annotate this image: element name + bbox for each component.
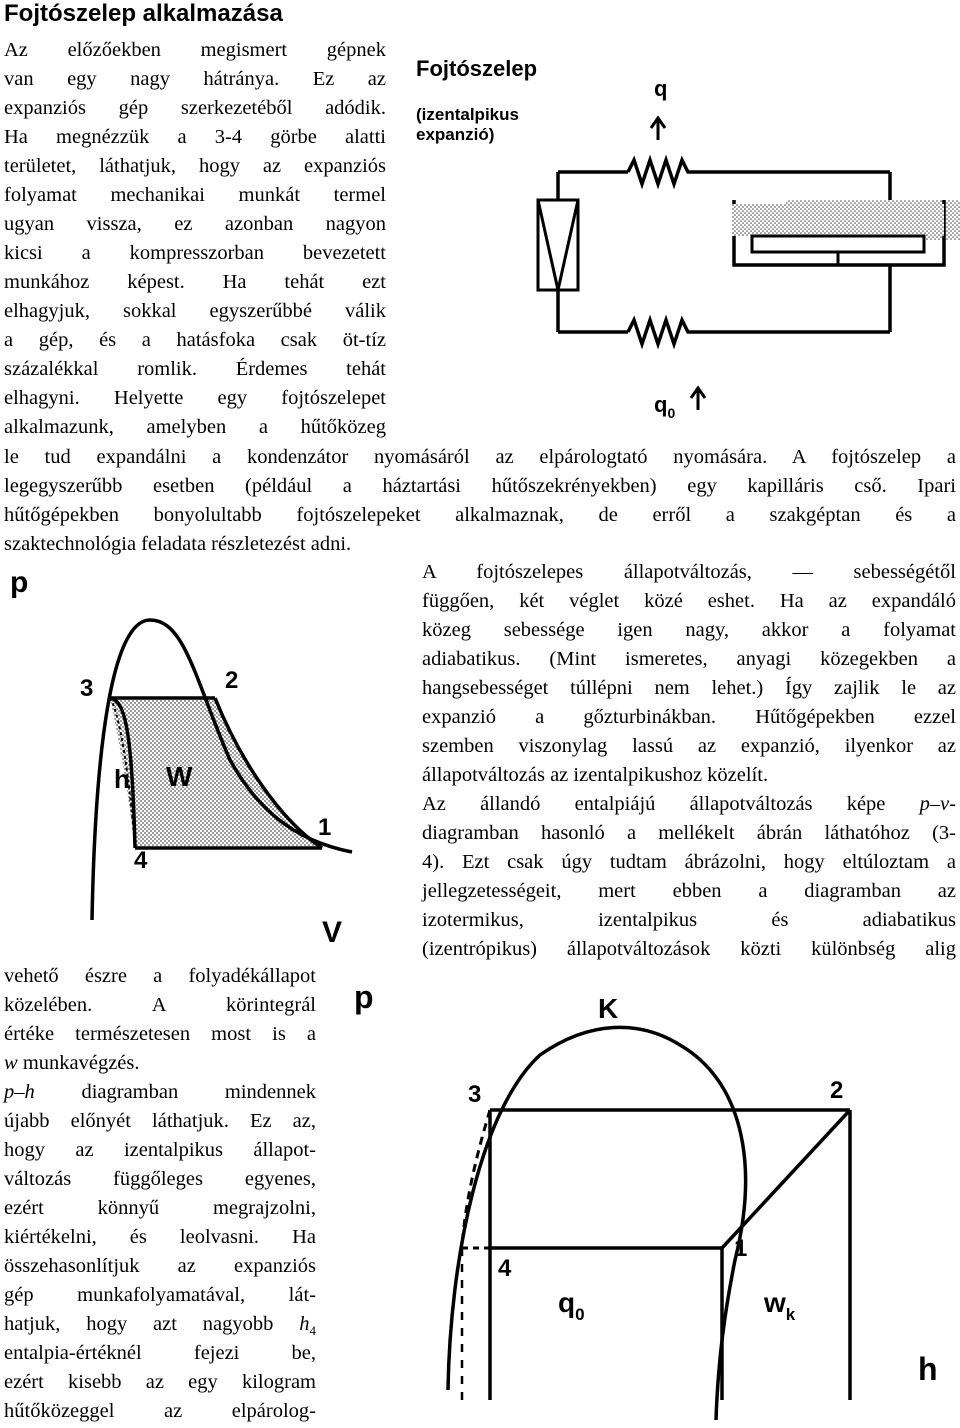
pv-h-label: h <box>114 764 130 794</box>
text-line: p–h diagramban mindennek <box>4 1081 316 1103</box>
text-line: van egy nagy hátránya. Ez az <box>4 68 386 90</box>
pv-point-3: 3 <box>80 675 94 702</box>
full-width-paragraph <box>4 443 956 559</box>
text-line: ezért könnyű megrajzolni, <box>4 1197 316 1219</box>
text-line: közelében. A körintegrál <box>4 994 316 1016</box>
ph-point-4: 4 <box>498 1255 512 1282</box>
text-line: 4). Ezt csak úgy tudtam ábrázolni, hogy eltúloztam a <box>422 851 956 873</box>
text-line: hatjuk, hogy azt nagyobb $h_4$ <box>4 1313 316 1339</box>
text-line: újabb előnyét láthatjuk. Ez az, <box>4 1110 316 1132</box>
text-line: százalékkal romlik. Érdemes tehát <box>4 358 386 380</box>
text-line: legegyszerűbb esetben (például a háztartási hűtőszekrényekben) egy kapilláris cső. Ipari <box>4 475 956 497</box>
pv-point-4: 4 <box>134 847 148 874</box>
cylinder-detail <box>400 40 960 440</box>
left-paragraph <box>4 962 316 1426</box>
text-line: w munkavégzés. <box>4 1052 140 1074</box>
ph-cycle-lines <box>485 1052 488 1412</box>
pv-w-label: W <box>166 761 193 792</box>
ph-wk-label: $w_k$ <box>764 1287 796 1324</box>
text-line: összehasonlítjuk az expanziós <box>4 1255 316 1277</box>
pv-point-2: 2 <box>225 667 239 694</box>
pv-x-axis-label: V <box>322 916 343 949</box>
text-line: elhagyjuk, sokkal egyszerűbbé válik <box>4 300 386 322</box>
ph-point-2: 2 <box>830 1077 844 1104</box>
piston-head <box>752 236 924 252</box>
intro-paragraph <box>4 36 386 442</box>
fig1-title: Fojtószelep <box>416 56 538 81</box>
text-line: Az előzőekben megismert gépnek <box>4 39 386 61</box>
text-line: (izentrópikus) állapotváltozások közti különbség alig <box>422 938 956 960</box>
section-title: Fojtószelep alkalmazása <box>4 0 283 27</box>
cylinder-fluid <box>732 204 944 236</box>
text-line: kiértékelni, és leolvasni. Ha <box>4 1226 316 1248</box>
work-area <box>110 698 322 848</box>
q-label: q <box>654 76 668 101</box>
text-line: hűtőgépekben bonyolultabb fojtószelepeket alkalmaznak, de erről a szakgéptan és a <box>4 504 956 526</box>
text-line: ugyan vissza, ez azonban nagyon <box>4 213 386 235</box>
fig1-subtitle-1: (izentalpikus <box>416 105 519 124</box>
fig1-subtitle-2: expanzió) <box>416 125 495 144</box>
text-line: elhagyni. Helyette egy fojtószelepet <box>4 387 386 409</box>
text-line: le tud expandálni a kondenzátor nyomásáról az elpárologtató nyomására. A fojtószelep a <box>4 446 956 468</box>
right-paragraph <box>422 558 956 964</box>
critical-point-label: K <box>598 993 619 1024</box>
text-line: változás függőleges egyenes, <box>4 1168 316 1190</box>
ph-point-3: 3 <box>468 1081 482 1108</box>
text-line: entalpia-értéknél fejezi be, <box>4 1342 316 1364</box>
pv-point-1: 1 <box>318 814 332 841</box>
text-line: értéke természetesen most is a <box>4 1023 316 1045</box>
text-line: hűtőközeggel az elpárolog- <box>4 1400 316 1422</box>
ph-saturation-dome <box>448 1027 746 1420</box>
text-line: expanziós gép szerkezetéből adódik. <box>4 97 386 119</box>
text-line: folyamat mechanikai munkát termel <box>4 184 386 206</box>
text-line: izotermikus, izentalpikus és adiabatikus <box>422 909 956 931</box>
text-line: munkához képest. Ha tehát ezt <box>4 271 386 293</box>
text-line: expanzió a gőzturbinákban. Hűtőgépekben ezzel <box>422 706 956 728</box>
ph-point-1: 1 <box>734 1235 748 1262</box>
text-line: közeg sebessége igen nagy, akkor a folyamat <box>422 619 956 641</box>
ph-y-axis-label: p <box>354 979 374 1015</box>
text-line: szemben viszonylag lassú az expanzió, ilyenkor az <box>422 735 956 757</box>
text-line: hangsebességet túllépni nem lehet.) Így zajlik le az <box>422 677 956 699</box>
text-line: diagramban hasonló a mellékelt ábrán láthatóhoz (3- <box>422 822 956 844</box>
text-line: adiabatikus. (Mint ismeretes, anyagi közegekben a <box>422 648 956 670</box>
text-line: kicsi a kompresszorban bevezetett <box>4 242 386 264</box>
text-line: állapotváltozás az izentalpikushoz közelít. <box>422 764 769 786</box>
text-line: gép munkafolyamatával, lát- <box>4 1284 316 1306</box>
text-line: vehető észre a folyadékállapot <box>4 965 316 987</box>
ph-q0-label: $q_0$ <box>558 1287 585 1324</box>
text-line: ezért kisebb az egy kilogram <box>4 1371 316 1393</box>
pv-y-axis-label: p <box>10 566 29 599</box>
text-line: szaktechnológia feladata részletezést adni. <box>4 533 352 555</box>
q0-label: $q_0$ <box>654 392 676 421</box>
ph-x-axis-label: h <box>918 1351 938 1387</box>
text-line: Az állandó entalpiájú állapotváltozás képe p–v- <box>422 793 956 815</box>
pv-diagram <box>0 560 400 960</box>
text-line: területet, láthatjuk, hogy az expanziós <box>4 155 386 177</box>
text-line: alkalmazunk, amelyben a hűtőközeg <box>4 416 386 438</box>
text-line: A fojtószelepes állapotváltozás, — sebességétől <box>422 561 956 583</box>
text-line: Ha megnézzük a 3-4 görbe alatti <box>4 126 386 148</box>
ph-diagram <box>340 960 960 1428</box>
text-line: a gép, és a hatásfoka csak öt-tíz <box>4 329 386 351</box>
text-line: függően, két véglet közé eshet. Ha az expandáló <box>422 590 956 612</box>
text-line: jellegzetességeit, mert ebben a diagramban az <box>422 880 956 902</box>
text-line: hogy az izentalpikus állapot- <box>4 1139 316 1161</box>
